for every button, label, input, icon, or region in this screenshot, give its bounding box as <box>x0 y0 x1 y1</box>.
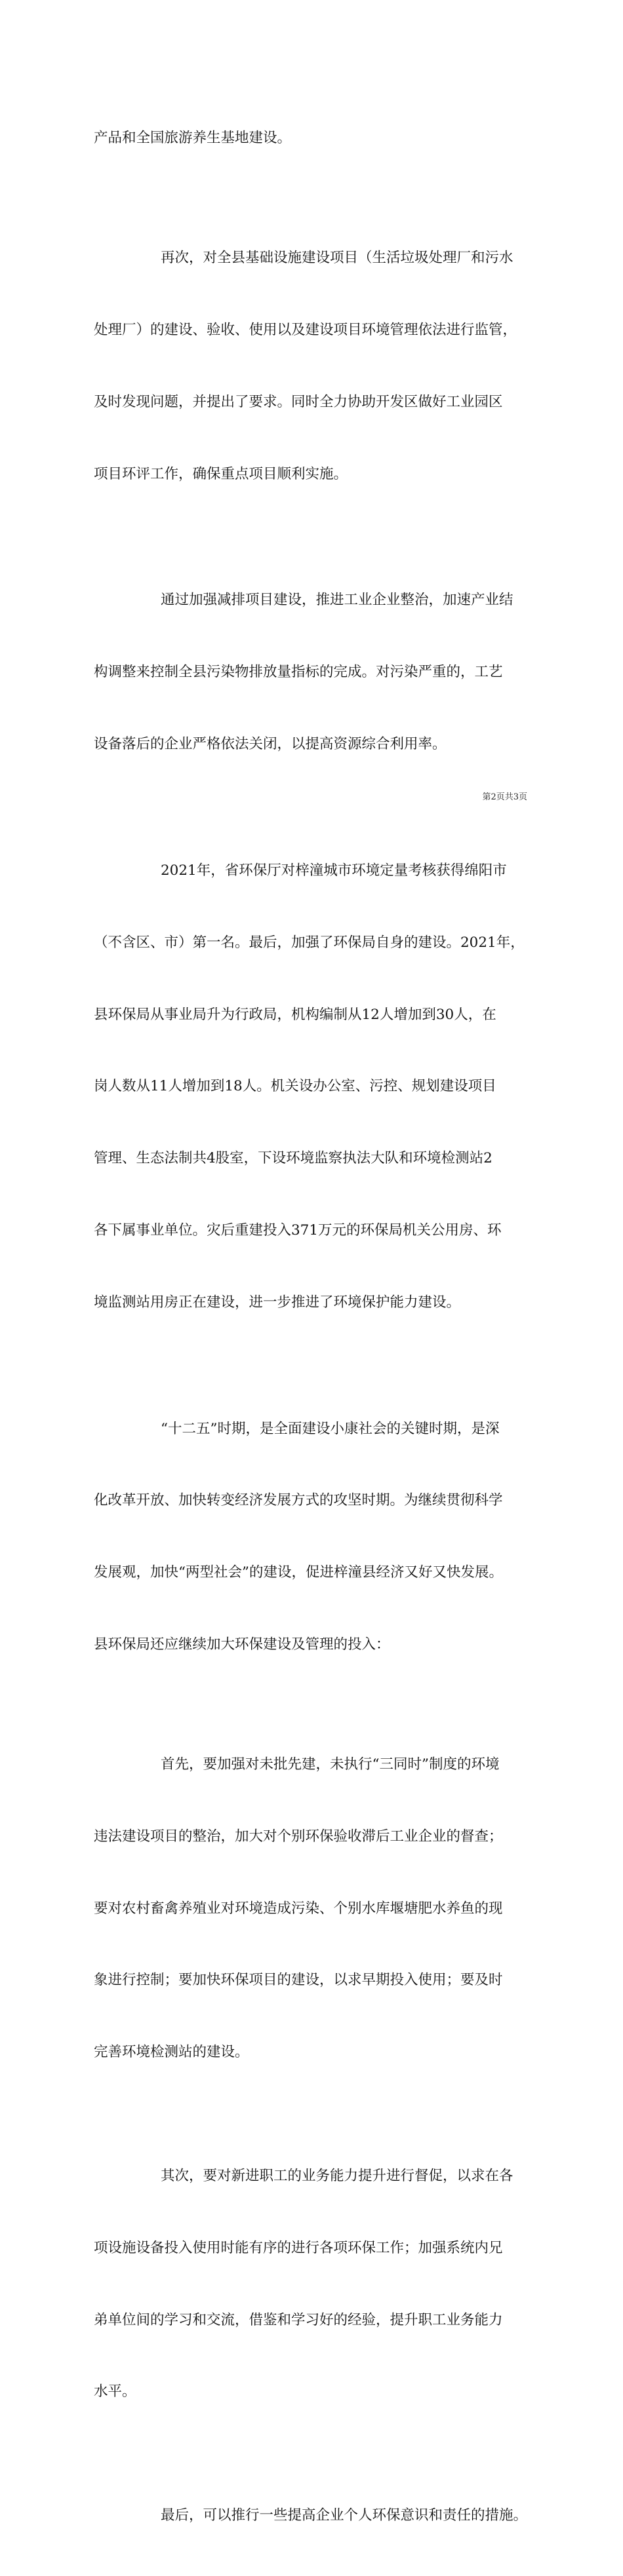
text-line: 最后，可以推行一些提高企业个人环保意识和责任的措施。 <box>161 2507 528 2524</box>
text-line: 各下属事业单位。灾后重建投入371万元的环保局机关公用房、环 <box>94 1221 502 1239</box>
text-line: 通过加强减排项目建设，推进工业企业整治，加速产业结 <box>161 592 513 609</box>
text-line: 完善环境检测站的建设。 <box>94 2044 249 2061</box>
text-line: 化改革开放、加快转变经济发展方式的攻坚时期。为继续贯彻科学 <box>94 1492 503 1509</box>
paragraph-5 <box>94 1369 540 1704</box>
text-line: 设备落后的企业严格依法关闭，以提高资源综合利用率。 <box>94 736 447 753</box>
paragraph-1 <box>94 79 540 199</box>
text-line: 构调整来控制全县污染物排放量指标的完成。对污染严重的，工艺 <box>94 664 503 681</box>
text-line: 岗人数从11人增加到18人。机关设办公室、污控、规划建设项目 <box>94 1078 496 1095</box>
text-line: 水平。 <box>94 2383 136 2400</box>
text-line: 其次，要对新进职工的业务能力提升进行督促，以求在各 <box>161 2168 513 2185</box>
text-line: 县环保局还应继续加大环保建设及管理的投入： <box>94 1636 390 1653</box>
text-line: 产品和全国旅游养生基地建设。 <box>94 130 292 147</box>
text-line: （不含区、市）第一名。最后，加强了环保局自身的建设。2021年， <box>94 934 525 951</box>
text-line: “十二五”时期，是全面建设小康社会的关键时期，是深 <box>161 1420 500 1437</box>
page-number-footer: 第2页共3页 <box>482 792 527 802</box>
paragraph-3 <box>94 541 540 805</box>
paragraph-6 <box>94 1705 540 2113</box>
text-line: 违法建设项目的整治，加大对个别环保验收滞后工业企业的督查； <box>94 1828 503 1845</box>
text-line: 处理厂）的建设、验收、使用以及建设项目环境管理依法进行监管， <box>94 321 517 338</box>
text-line: 县环保局从事业局升为行政局，机构编制从12人增加到30人，在 <box>94 1006 496 1023</box>
text-line: 要对农村畜禽养殖业对环境造成污染、个别水库堰塘肥水养鱼的现 <box>94 1900 503 1917</box>
paragraph-7 <box>94 2117 540 2452</box>
text-line: 弟单位间的学习和交流，借鉴和学习好的经验，提升职工业务能力 <box>94 2311 503 2328</box>
paragraph-2 <box>94 199 540 534</box>
text-line: 发展观，加快“两型社会”的建设，促进梓潼县经济又好又快发展。 <box>94 1564 503 1581</box>
paragraph-8 <box>94 2456 540 2576</box>
text-line: 项目环评工作，确保重点项目顺利实施。 <box>94 465 348 482</box>
text-line: 项设施设备投入使用时能有序的进行各项环保工作；加强系统内兄 <box>94 2239 503 2256</box>
paragraph-4 <box>94 811 540 1363</box>
text-line: 象进行控制；要加快环保项目的建设，以求早期投入使用；要及时 <box>94 1972 503 1989</box>
text-line: 境监测站用房正在建设，进一步推进了环境保护能力建设。 <box>94 1294 461 1311</box>
text-line: 2021年，省环保厅对梓潼城市环境定量考核获得绵阳市 <box>161 862 507 879</box>
document-body <box>94 79 540 2576</box>
text-line: 首先，要加强对未批先建，未执行“三同时”制度的环境 <box>161 1756 500 1773</box>
text-line: 再次，对全县基础设施建设项目（生活垃圾处理厂和污水 <box>161 250 513 267</box>
text-line: 及时发现问题，并提出了要求。同时全力协助开发区做好工业园区 <box>94 393 503 410</box>
text-line: 管理、生态法制共4股室，下设环境监察执法大队和环境检测站2 <box>94 1150 492 1167</box>
